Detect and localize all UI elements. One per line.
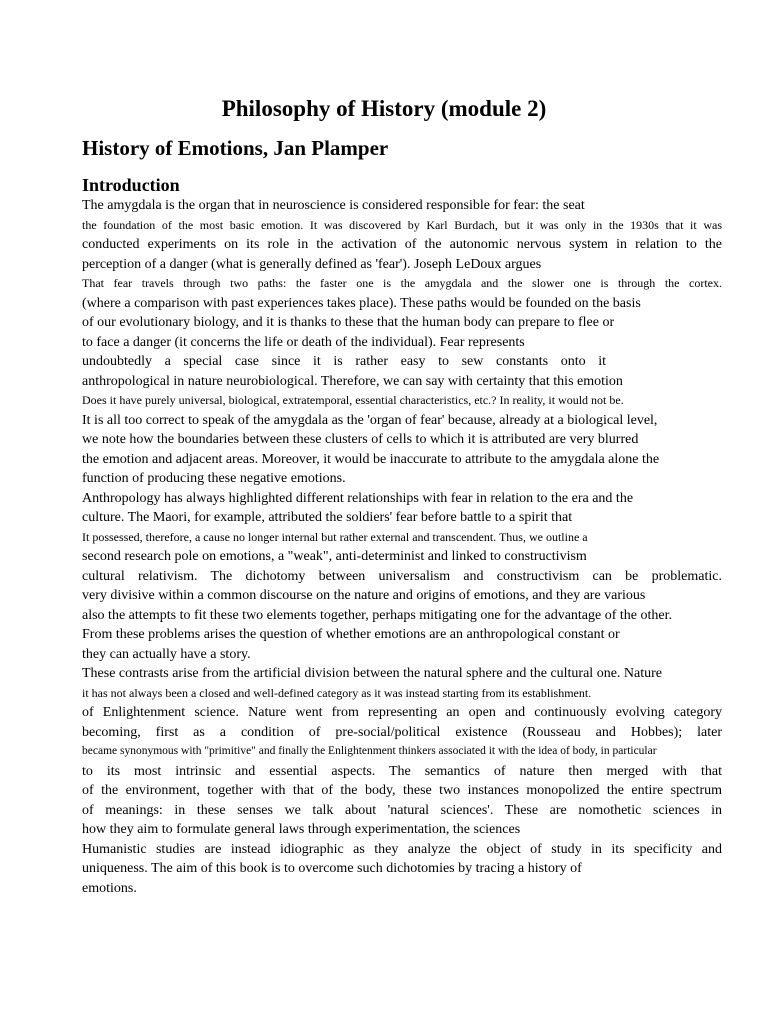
text-line: became synonymous with "primitive" and finally the Enlightenment thinkers associated it with the idea of body, in particular [82, 745, 657, 757]
section-heading: Introduction [82, 175, 180, 195]
text-line: perception of a danger (what is generally defined as 'fear'). Joseph LeDoux argues [82, 256, 542, 272]
text-line: the foundation of the most basic emotion. It was discovered by Karl Burdach, but it was only in the 1930s that it was [82, 217, 722, 232]
text-line: undoubtedly a special case since it is rather easy to sew constants onto it [82, 354, 606, 369]
text-line: also the attempts to fit these two elements together, perhaps mitigating one for the advantage of the other. [82, 607, 672, 623]
text-line: It is all too correct to speak of the amygdala as the 'organ of fear' because, already at a biological level, [82, 412, 658, 428]
text-line: These contrasts arise from the artificial division between the natural sphere and the cultural one. Nature [82, 666, 663, 681]
text-line: From these problems arises the question of whether emotions are an anthropological constant or [82, 627, 620, 642]
text-line: Anthropology has always highlighted different relationships with fear in relation to the era and the [82, 490, 634, 506]
text-line: cultural relativism. The dichotomy between universalism and constructivism can be problematic. [82, 568, 722, 584]
text-line: uniqueness. The aim of this book is to overcome such dichotomies by tracing a history of [82, 861, 582, 876]
text-line: the emotion and adjacent areas. Moreover, it would be inaccurate to attribute to the amygdala alone the [82, 451, 660, 467]
text-line: to its most intrinsic and essential aspects. The semantics of nature then merged with that [82, 763, 722, 779]
text-line: culture. The Maori, for example, attributed the soldiers' fear before battle to a spirit that [82, 510, 573, 525]
text-line: second research pole on emotions, a "weak", anti-determinist and linked to constructivism [82, 549, 587, 564]
text-line: how they aim to formulate general laws through experimentation, the sciences [82, 822, 521, 837]
text-line: (where a comparison with past experiences takes place). These paths would be founded on the basis [82, 295, 641, 311]
text-line: conducted experiments on its role in the activation of the autonomic nervous system in relation to the [82, 237, 722, 252]
text-line: of Enlightenment science. Nature went from representing an open and continuously evolving category [82, 705, 722, 720]
text-line: becoming, first as a condition of pre-social/political existence (Rousseau and Hobbes); later [82, 724, 722, 740]
text-line: The amygdala is the organ that in neuroscience is considered responsible for fear: the seat [82, 198, 585, 213]
text-line: of meanings: in these senses we talk about 'natural sciences'. These are nomothetic sciences in [82, 802, 722, 818]
text-line: it has not always been a closed and well-defined category as it was instead starting from its establishment. [82, 685, 592, 700]
page-title: Philosophy of History (module 2) [221, 96, 547, 121]
text-line: of our evolutionary biology, and it is thanks to these that the human body can prepare to flee or [82, 315, 615, 330]
text-line: Humanistic studies are instead idiographic as they analyze the object of study in its specificity and [82, 841, 722, 857]
text-line: of the environment, together with that of the body, these two instances monopolized the entire spectrum [82, 783, 722, 798]
text-line: function of producing these negative emotions. [82, 471, 346, 486]
text-line: very divisive within a common discourse on the nature and origins of emotions, and they are various [82, 588, 646, 603]
document-subtitle: History of Emotions, Jan Plamper [82, 136, 389, 160]
text-line: to face a danger (it concerns the life or death of the individual). Fear represents [82, 334, 525, 350]
text-line: they can actually have a story. [82, 646, 251, 662]
text-line: That fear travels through two paths: the faster one is the amygdala and the slower one is through the cortex. [82, 276, 722, 290]
text-line: It possessed, therefore, a cause no longer internal but rather external and transcendent. Thus, we outline a [82, 529, 588, 544]
text-line: emotions. [82, 880, 137, 896]
body-text [82, 196, 722, 898]
text-line: we note how the boundaries between these clusters of cells to which it is attributed are very blurred [82, 432, 639, 447]
text-line: anthropological in nature neurobiological. Therefore, we can say with certainty that this emotion [82, 373, 623, 389]
text-line: Does it have purely universal, biological, extratemporal, essential characteristics, etc.? In reality, it would not be. [82, 393, 624, 407]
